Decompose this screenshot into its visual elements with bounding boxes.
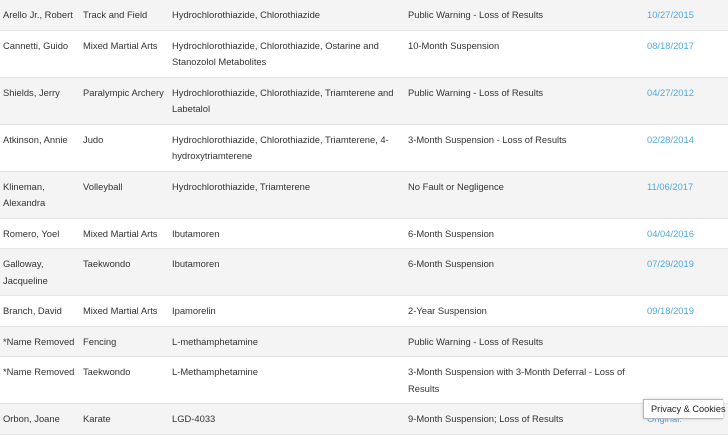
privacy-cookies-button[interactable]: Privacy & Cookies	[643, 399, 723, 419]
sanction: 6-Month Suspension	[405, 218, 645, 249]
sanction-date-cell	[645, 326, 728, 357]
sport: Taekwondo	[80, 249, 169, 296]
sanction: 9-Month Suspension; Loss of Results	[405, 404, 645, 435]
sanction-date-cell	[645, 30, 728, 77]
sanction: 10-Month Suspension	[405, 30, 645, 77]
sanction-date-link[interactable]: 02/28/2014	[647, 133, 694, 145]
sport: Volleyball	[80, 171, 169, 218]
sanction: 2-Year Suspension	[405, 296, 645, 327]
athlete-name: Galloway, Jacqueline	[0, 249, 80, 296]
sport: Judo	[80, 124, 169, 171]
athlete-name: Romero, Yoel	[0, 218, 80, 249]
sanction: Public Warning - Loss of Results	[405, 77, 645, 124]
table-row	[0, 171, 728, 218]
table-row	[0, 249, 728, 296]
substance: Hydrochlorothiazide, Chlorothiazide, Triamterene and Labetalol	[169, 77, 405, 124]
sanction: 6-Month Suspension	[405, 249, 645, 296]
athlete-name: Atkinson, Annie	[0, 124, 80, 171]
athlete-name: Branch, David	[0, 296, 80, 327]
table-row	[0, 404, 728, 435]
athlete-name: Klineman, Alexandra	[0, 171, 80, 218]
sanction: No Fault or Negligence	[405, 171, 645, 218]
table-row	[0, 218, 728, 249]
sanction-date-cell	[645, 218, 728, 249]
sanction: 3-Month Suspension - Loss of Results	[405, 124, 645, 171]
sanction-date-link[interactable]: 04/04/2016	[647, 227, 694, 239]
table-row	[0, 77, 728, 124]
sanction: Public Warning - Loss of Results	[405, 0, 645, 30]
table-row	[0, 30, 728, 77]
sanction-date-link[interactable]: 09/18/2019	[647, 305, 694, 316]
sanction-date-link[interactable]: 08/18/2017	[647, 39, 694, 51]
substance: LGD-4033	[169, 404, 405, 435]
sport: Track and Field	[80, 0, 169, 30]
sanction-date-cell	[645, 0, 728, 30]
sport: Paralympic Archery	[80, 77, 169, 124]
table-row	[0, 0, 728, 30]
athlete-name: Shields, Jerry	[0, 77, 80, 124]
substance: Hydrochlorothiazide, Chlorothiazide, Ostarine and Stanozolol Metabolites	[169, 30, 405, 77]
sanction-date-cell	[645, 77, 728, 124]
sanction-date-link[interactable]: 04/27/2012	[647, 86, 694, 98]
sanction-date-link[interactable]: 11/06/2017	[647, 180, 694, 192]
substance: Ibutamoren	[169, 218, 405, 249]
substance: L-Methamphetamine	[169, 357, 405, 404]
athlete-name: Arello Jr., Robert	[0, 0, 80, 30]
substance: L-methamphetamine	[169, 326, 405, 357]
table-row	[0, 296, 728, 327]
sport: Mixed Martial Arts	[80, 218, 169, 249]
sanction-date-link[interactable]: 10/27/2015	[647, 9, 694, 20]
substance: Hydrochlorothiazide, Chlorothiazide	[169, 0, 405, 30]
sanction-date-cell	[645, 249, 728, 296]
sport: Taekwondo	[80, 357, 169, 404]
athlete-name: *Name Removed	[0, 326, 80, 357]
table-row	[0, 326, 728, 357]
table-row	[0, 124, 728, 171]
table-row	[0, 357, 728, 404]
substance: Ipamorelin	[169, 296, 405, 327]
athlete-name: Cannetti, Guido	[0, 30, 80, 77]
sanction-date-cell	[645, 124, 728, 171]
sport: Mixed Martial Arts	[80, 296, 169, 327]
sanction-date-cell	[645, 357, 728, 404]
athlete-name: Orbon, Joane	[0, 404, 80, 435]
sanction: 3-Month Suspension with 3-Month Deferral - Loss of Results	[405, 357, 645, 404]
sport: Karate	[80, 404, 169, 435]
sanction-date-link[interactable]: 07/29/2019	[647, 258, 694, 269]
sanction-date-cell	[645, 296, 728, 327]
substance: Hydrochlorothiazide, Chlorothiazide, Triamterene, 4-hydroxytriamterene	[169, 124, 405, 171]
sport: Fencing	[80, 326, 169, 357]
sanction: Public Warning - Loss of Results	[405, 326, 645, 357]
sanction-date-cell	[645, 171, 728, 218]
substance: Hydrochlorothiazide, Triamterene	[169, 171, 405, 218]
substance: Ibutamoren	[169, 249, 405, 296]
athlete-name: *Name Removed	[0, 357, 80, 404]
sport: Mixed Martial Arts	[80, 30, 169, 77]
